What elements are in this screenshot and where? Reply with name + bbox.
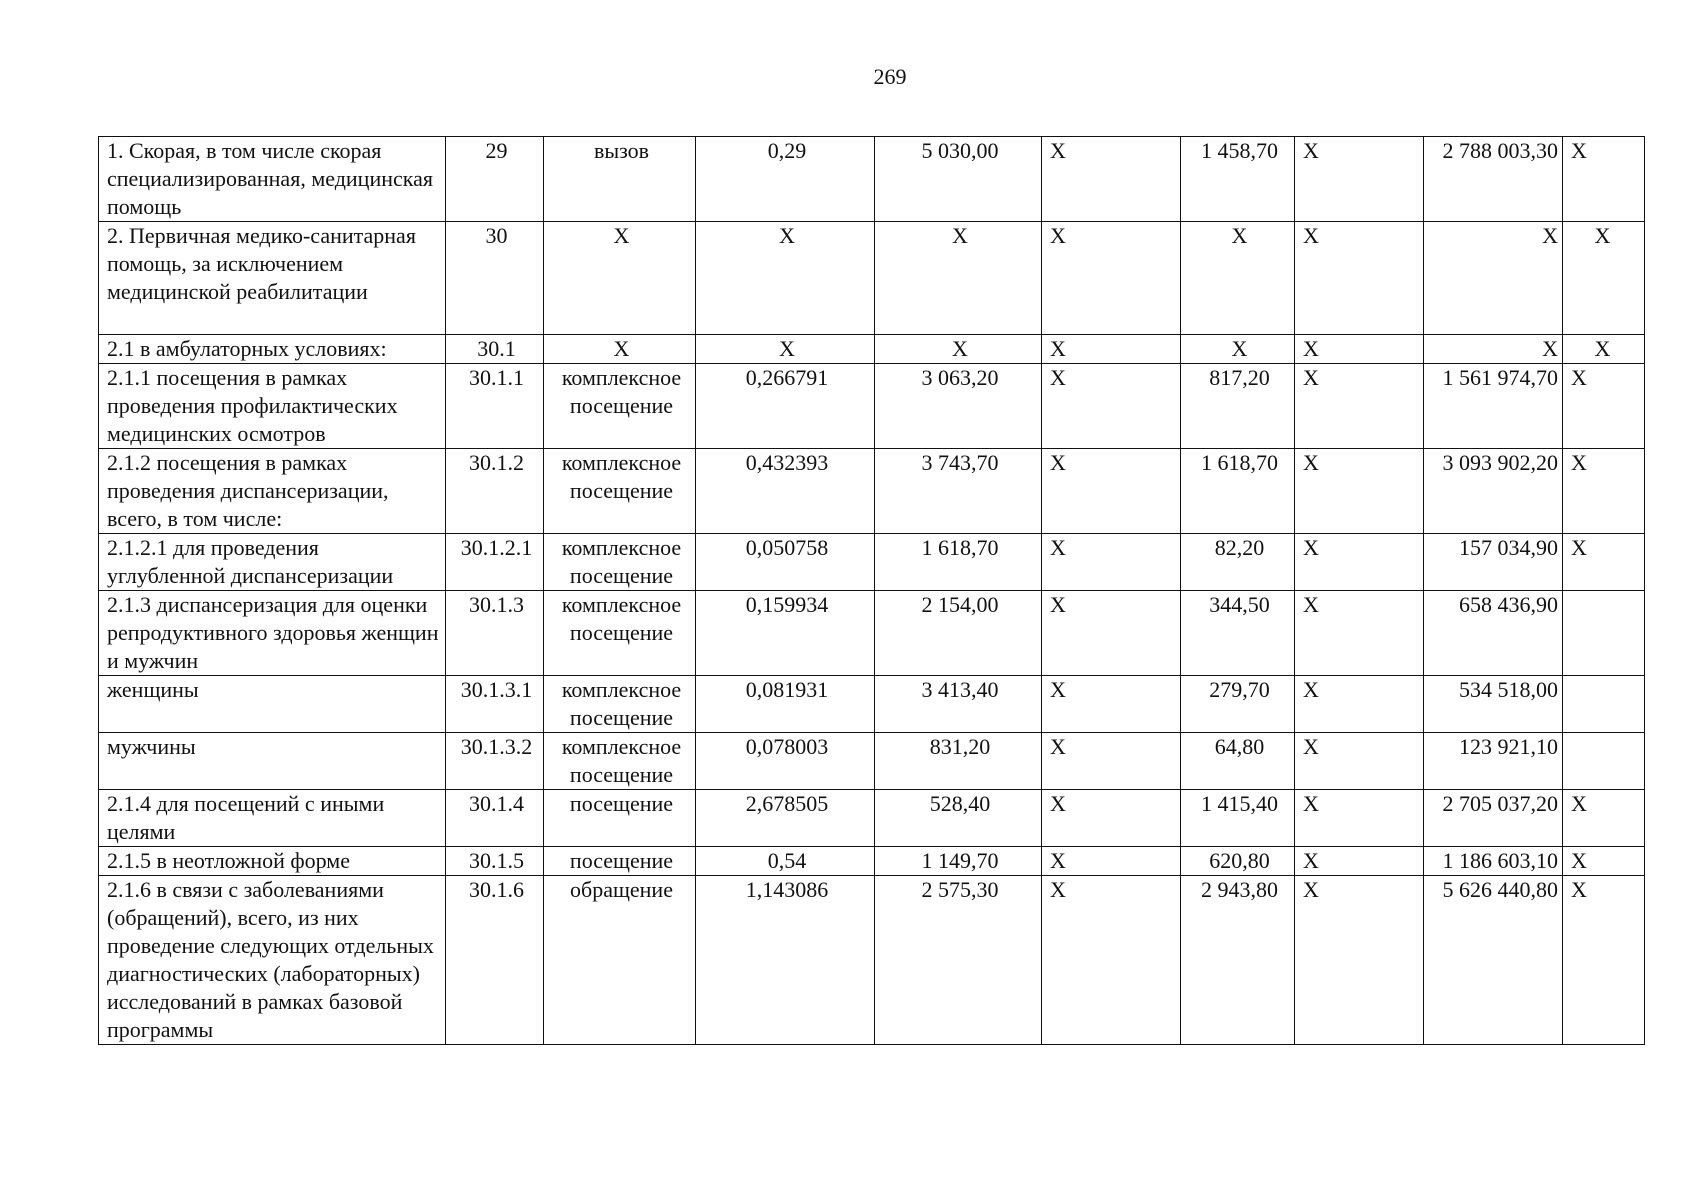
row-x-mark: Х	[1295, 591, 1424, 676]
row-unit: комплексное посещение	[544, 449, 696, 534]
row-unit: Х	[544, 222, 696, 335]
table-row	[99, 790, 1645, 847]
row-x-mark: Х	[1042, 591, 1181, 676]
row-total: 3 093 902,20	[1424, 449, 1563, 534]
row-per-capita: 817,20	[1181, 364, 1295, 449]
row-x-mark: Х	[1042, 137, 1181, 222]
row-name: 2.1.4 для посещений с иными целями	[99, 790, 446, 847]
row-norm-value: 1,143086	[696, 876, 875, 1045]
row-unit: обращение	[544, 876, 696, 1045]
table-row	[99, 137, 1645, 222]
table-row	[99, 876, 1645, 1045]
row-code: 30	[446, 222, 544, 335]
row-code: 30.1.3.1	[446, 676, 544, 733]
row-unit: посещение	[544, 790, 696, 847]
row-norm-value: 0,078003	[696, 733, 875, 790]
row-norm-value: 0,081931	[696, 676, 875, 733]
row-name: женщины	[99, 676, 446, 733]
row-unit: комплексное посещение	[544, 364, 696, 449]
row-name: 2.1.2 посещения в рамках проведения диспансеризации, всего, в том числе:	[99, 449, 446, 534]
row-unit-cost: 2 575,30	[875, 876, 1042, 1045]
row-norm-value: 2,678505	[696, 790, 875, 847]
row-norm-value: Х	[696, 335, 875, 364]
row-x-mark: Х	[1295, 847, 1424, 876]
row-norm-value: 0,54	[696, 847, 875, 876]
row-x-mark: Х	[1295, 137, 1424, 222]
row-per-capita: 1 458,70	[1181, 137, 1295, 222]
row-total: 534 518,00	[1424, 676, 1563, 733]
row-total: 1 186 603,10	[1424, 847, 1563, 876]
row-unit: комплексное посещение	[544, 534, 696, 591]
row-x-mark: Х	[1295, 449, 1424, 534]
row-total: 2 705 037,20	[1424, 790, 1563, 847]
row-total: 658 436,90	[1424, 591, 1563, 676]
row-unit: посещение	[544, 847, 696, 876]
row-norm-value: Х	[696, 222, 875, 335]
row-x-mark: Х	[1295, 534, 1424, 591]
row-total: Х	[1424, 335, 1563, 364]
row-per-capita: Х	[1181, 222, 1295, 335]
row-per-capita: 1 618,70	[1181, 449, 1295, 534]
row-unit: комплексное посещение	[544, 733, 696, 790]
row-x-mark: Х	[1563, 876, 1645, 1045]
row-per-capita: Х	[1181, 335, 1295, 364]
row-total: 157 034,90	[1424, 534, 1563, 591]
row-code: 30.1.5	[446, 847, 544, 876]
row-unit-cost: 5 030,00	[875, 137, 1042, 222]
row-unit-cost: 528,40	[875, 790, 1042, 847]
table-row	[99, 847, 1645, 876]
row-per-capita: 2 943,80	[1181, 876, 1295, 1045]
row-total: Х	[1424, 222, 1563, 335]
row-code: 30.1.2	[446, 449, 544, 534]
data-table	[98, 136, 1645, 1045]
row-unit-cost: 831,20	[875, 733, 1042, 790]
row-unit-cost: 3 743,70	[875, 449, 1042, 534]
table-row	[99, 449, 1645, 534]
row-x-mark	[1563, 676, 1645, 733]
row-x-mark: Х	[1295, 790, 1424, 847]
row-code: 30.1.1	[446, 364, 544, 449]
row-unit-cost: Х	[875, 335, 1042, 364]
table-row	[99, 364, 1645, 449]
page-number: 269	[873, 64, 907, 89]
table-row	[99, 733, 1645, 790]
row-x-mark: Х	[1042, 733, 1181, 790]
row-code: 30.1.3	[446, 591, 544, 676]
row-x-mark: Х	[1042, 876, 1181, 1045]
row-name: 2.1.1 посещения в рамках проведения профилактических медицинских осмотров	[99, 364, 446, 449]
row-total: 2 788 003,30	[1424, 137, 1563, 222]
row-x-mark: Х	[1563, 790, 1645, 847]
row-unit-cost: Х	[875, 222, 1042, 335]
row-norm-value: 0,266791	[696, 364, 875, 449]
row-unit-cost: 3 413,40	[875, 676, 1042, 733]
row-name: 1. Скорая, в том числе скорая специализированная, медицинская помощь	[99, 137, 446, 222]
row-x-mark: Х	[1042, 449, 1181, 534]
row-per-capita: 64,80	[1181, 733, 1295, 790]
row-x-mark: Х	[1295, 676, 1424, 733]
row-x-mark: Х	[1042, 335, 1181, 364]
table-row	[99, 676, 1645, 733]
row-x-mark: Х	[1563, 364, 1645, 449]
row-norm-value: 0,159934	[696, 591, 875, 676]
row-x-mark: Х	[1295, 222, 1424, 335]
row-x-mark: Х	[1295, 733, 1424, 790]
row-x-mark: Х	[1295, 335, 1424, 364]
row-name: 2.1 в амбулаторных условиях:	[99, 335, 446, 364]
row-x-mark: Х	[1563, 534, 1645, 591]
table-row	[99, 222, 1645, 335]
row-per-capita: 344,50	[1181, 591, 1295, 676]
row-norm-value: 0,29	[696, 137, 875, 222]
row-x-mark: Х	[1563, 449, 1645, 534]
row-x-mark: Х	[1563, 222, 1645, 335]
row-x-mark	[1563, 591, 1645, 676]
row-name: 2.1.5 в неотложной форме	[99, 847, 446, 876]
row-per-capita: 279,70	[1181, 676, 1295, 733]
row-x-mark: Х	[1042, 847, 1181, 876]
row-name: мужчины	[99, 733, 446, 790]
row-unit-cost: 2 154,00	[875, 591, 1042, 676]
row-x-mark: Х	[1042, 676, 1181, 733]
row-x-mark	[1563, 733, 1645, 790]
row-unit: комплексное посещение	[544, 676, 696, 733]
row-name: 2.1.2.1 для проведения углубленной диспансеризации	[99, 534, 446, 591]
row-name: 2.1.3 диспансеризация для оценки репродуктивного здоровья женщин и мужчин	[99, 591, 446, 676]
row-code: 30.1	[446, 335, 544, 364]
row-unit: Х	[544, 335, 696, 364]
row-per-capita: 82,20	[1181, 534, 1295, 591]
row-unit-cost: 3 063,20	[875, 364, 1042, 449]
row-x-mark: Х	[1295, 876, 1424, 1045]
row-total: 123 921,10	[1424, 733, 1563, 790]
row-code: 30.1.2.1	[446, 534, 544, 591]
table-body	[99, 137, 1645, 1045]
row-unit-cost: 1 149,70	[875, 847, 1042, 876]
row-unit: комплексное посещение	[544, 591, 696, 676]
row-x-mark: Х	[1042, 534, 1181, 591]
row-unit: вызов	[544, 137, 696, 222]
row-per-capita: 1 415,40	[1181, 790, 1295, 847]
table-row	[99, 335, 1645, 364]
row-x-mark: Х	[1042, 364, 1181, 449]
row-x-mark: Х	[1295, 364, 1424, 449]
row-name: 2.1.6 в связи с заболеваниями (обращений), всего, из них проведение следующих отдельных диагностических (лабораторных) исследований в рамках базовой программы	[99, 876, 446, 1045]
row-x-mark: Х	[1563, 137, 1645, 222]
row-name: 2. Первичная медико-санитарная помощь, за исключением медицинской реабилитации	[99, 222, 446, 335]
row-x-mark: Х	[1042, 222, 1181, 335]
row-code: 30.1.4	[446, 790, 544, 847]
row-total: 5 626 440,80	[1424, 876, 1563, 1045]
row-norm-value: 0,050758	[696, 534, 875, 591]
row-code: 30.1.3.2	[446, 733, 544, 790]
row-code: 30.1.6	[446, 876, 544, 1045]
row-total: 1 561 974,70	[1424, 364, 1563, 449]
row-x-mark: Х	[1563, 847, 1645, 876]
row-code: 29	[446, 137, 544, 222]
row-unit-cost: 1 618,70	[875, 534, 1042, 591]
table-row	[99, 591, 1645, 676]
row-norm-value: 0,432393	[696, 449, 875, 534]
row-x-mark: Х	[1563, 335, 1645, 364]
row-x-mark: Х	[1042, 790, 1181, 847]
row-per-capita: 620,80	[1181, 847, 1295, 876]
table-row	[99, 534, 1645, 591]
